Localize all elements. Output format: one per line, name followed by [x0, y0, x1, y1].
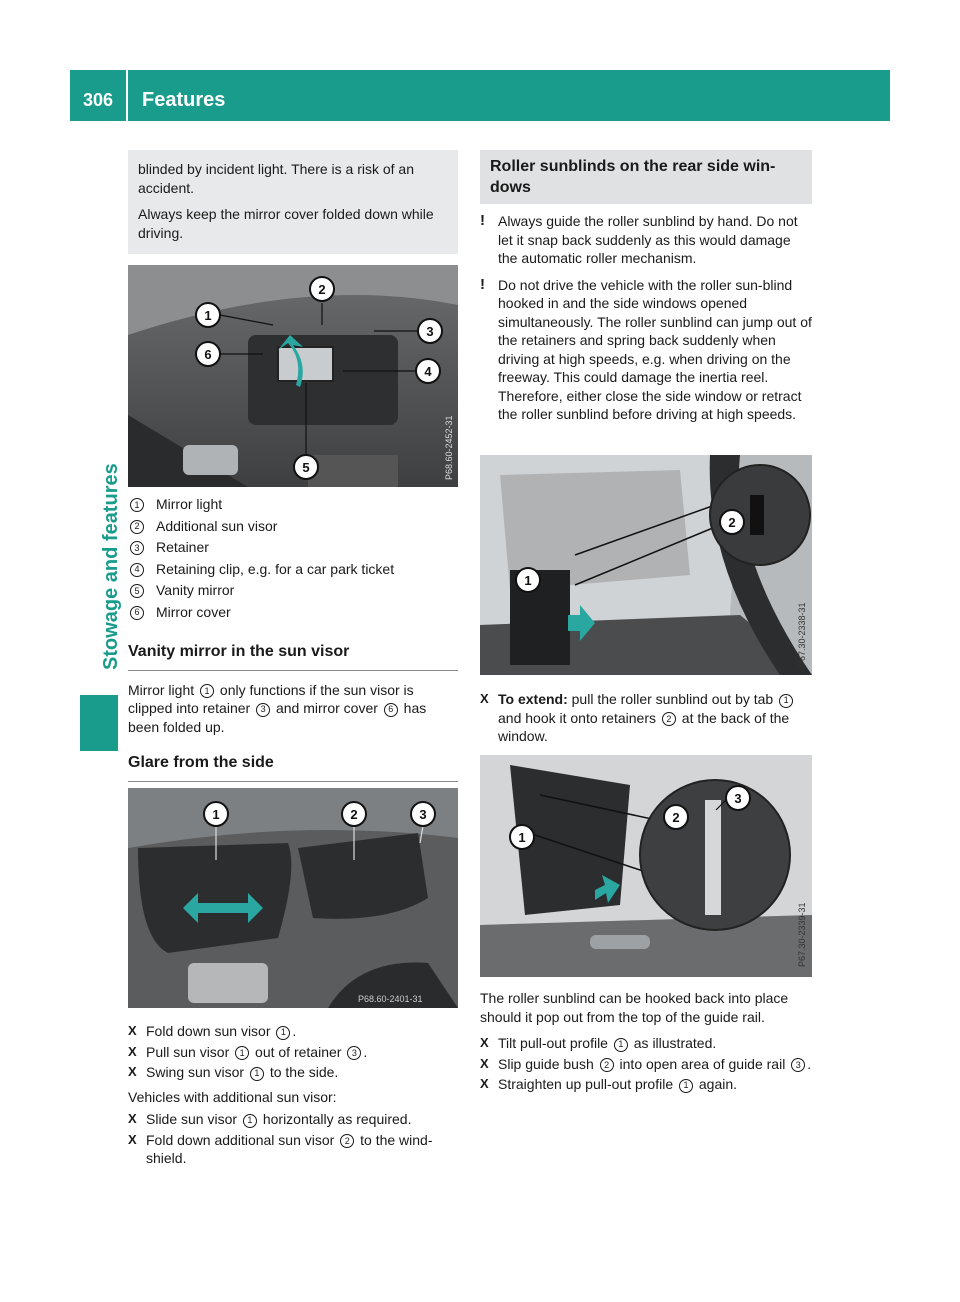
legend-item: 1 Mirror light	[130, 495, 460, 514]
hookback-text: The roller sunblind can be hooked back into place should it pop out from the top of the guide rail.	[480, 990, 789, 1025]
sunblind-extend-figure	[480, 455, 812, 675]
svg-text:1: 1	[524, 573, 532, 588]
instruction-step: X Tilt pull-out profile 1 as illustrated.	[480, 1035, 717, 1051]
svg-text:2: 2	[728, 515, 736, 530]
instruction-step: X Fold down sun visor 1 .	[128, 1023, 297, 1039]
instruction-step: X Straighten up pull-out profile 1 again.	[480, 1076, 738, 1092]
instruction-step: X Slip guide bush 2 into open area of guide rail 3 .	[480, 1055, 812, 1072]
warning-box	[128, 150, 458, 254]
vanity-section	[128, 643, 458, 736]
svg-text:6: 6	[204, 347, 212, 362]
figure-legend	[130, 495, 460, 624]
callout-2	[720, 510, 744, 534]
legend-item: 6 Mirror cover	[130, 603, 460, 622]
section-side-label: Stowage and features	[100, 463, 122, 670]
page-number: 306	[82, 90, 114, 110]
vehicles-text: Vehicles with additional sun visor:	[128, 1088, 337, 1105]
extend-step	[480, 688, 812, 748]
legend-item: 3 Retainer	[130, 538, 460, 557]
guide-rail-figure	[480, 755, 812, 977]
side-tab-marker	[80, 695, 118, 751]
svg-text:2: 2	[672, 810, 680, 825]
glare-heading: Glare from the side	[128, 754, 458, 782]
svg-text:1: 1	[212, 807, 220, 822]
instruction-step: X Slide sun visor 1 horizontally as required.	[128, 1111, 412, 1127]
glare-figure	[128, 788, 458, 1008]
vanity-heading: Vanity mirror in the sun visor	[128, 643, 458, 671]
glare-section	[128, 754, 458, 782]
warning-item: ! Always guide the roller sunblind by hand. Do not let it snap back suddenly as this would damage the automatic roller mechanism.	[480, 212, 798, 266]
warning-line: Always keep the mirror cover folded down while driving.	[138, 206, 434, 241]
svg-text:2: 2	[318, 282, 326, 297]
legend-item: 2 Additional sun visor	[130, 517, 460, 536]
legend-item: 5 Vanity mirror	[130, 581, 460, 600]
sun-visor-figure	[128, 265, 458, 487]
svg-text:3: 3	[419, 807, 427, 822]
glare-steps	[128, 1020, 460, 1170]
legend-item: 4 Retaining clip, e.g. for a car park ticket	[130, 560, 460, 579]
figure-code: P68.60-2401-31	[358, 994, 423, 1004]
figure-code: P67.30-2339-31	[797, 902, 807, 967]
figure-code: P67.30-2338-31	[797, 602, 807, 667]
svg-text:1: 1	[204, 308, 212, 323]
roller-heading: Roller sunblinds on the rear side win-dows	[480, 150, 812, 204]
callout-1	[510, 825, 534, 849]
instruction-step: X Fold down additional sun visor 2 to the wind-shield.	[128, 1131, 433, 1166]
figure-code: P68.60-2452-31	[444, 415, 454, 480]
svg-text:4: 4	[424, 364, 432, 379]
callout-1	[516, 568, 540, 592]
instruction-step: X Pull sun visor 1 out of retainer 3 .	[128, 1043, 368, 1060]
warning-line: blinded by incident light. There is a risk of an accident.	[138, 161, 415, 196]
hookback-section	[480, 989, 812, 1096]
roller-section	[480, 150, 812, 432]
svg-text:5: 5	[302, 460, 310, 475]
page-title: Features	[142, 89, 226, 111]
instruction-step: X Swing sun visor 1 to the side.	[128, 1064, 339, 1080]
svg-text:3: 3	[734, 791, 742, 806]
vanity-text: Mirror light 1 only functions if the sun visor is clipped into retainer 3 and mirror cover 6 has been folded up.	[128, 681, 427, 735]
warning-item: ! Do not drive the vehicle with the roller sun-blind hooked in and the side windows opened simultaneously. The roller sunblind can jump out of the retainers and spring back suddenly when driving at high speeds, e.g. when driving on the freeway. This could damage the inertia reel. Therefore, either close the side window or retract the roller sunblind before driving at high speeds.	[480, 275, 812, 422]
svg-text:3: 3	[426, 324, 434, 339]
instruction-step: X To extend: pull the roller sunblind out by tab 1 and hook it onto retainers 2 at the back of the window.	[480, 690, 812, 746]
svg-text:1: 1	[518, 830, 526, 845]
svg-text:2: 2	[350, 807, 358, 822]
header-divider	[126, 70, 128, 121]
callout-2	[664, 805, 688, 829]
